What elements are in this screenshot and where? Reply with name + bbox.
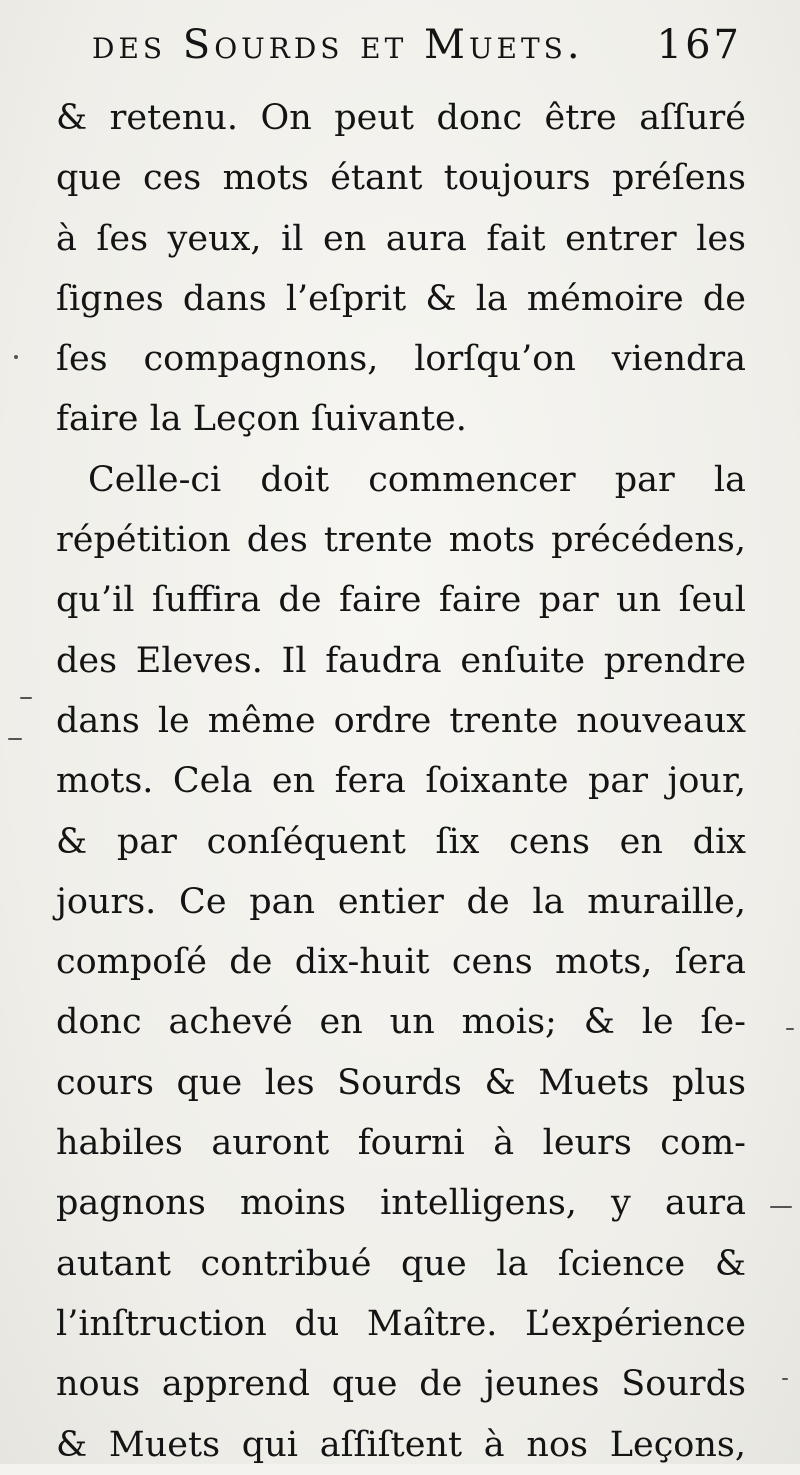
text-line: nous apprend que de jeunes Sourds xyxy=(56,1364,746,1405)
text-line: habiles auront fourni à leurs com- xyxy=(56,1123,746,1164)
text-line: mots. Cela en fera ſoixante par jour, xyxy=(56,761,746,802)
text-line: faire la Leçon ſuivante. xyxy=(56,399,467,440)
text-line: répétition des trente mots précédens, xyxy=(56,520,746,561)
text-line: jours. Ce pan entier de la muraille, xyxy=(56,881,746,922)
text-line: Celle-ci doit commencer par la xyxy=(88,459,746,500)
text-line: donc achevé en un mois; & le ſe- xyxy=(56,1002,746,1043)
text-line: l’inſtruction du Maître. L’expérience xyxy=(56,1303,746,1344)
text-line: dans le même ordre trente nouveaux xyxy=(56,700,746,741)
text-line: & par conſéquent ſix cens en dix xyxy=(56,821,746,862)
text-line: des Eleves. Il faudra enſuite prendre xyxy=(56,640,746,681)
text-line: que ces mots étant toujours préſens xyxy=(56,158,746,199)
text-line: & Muets qui aſſiſtent à nos Leçons, xyxy=(56,1424,746,1465)
text-line: & retenu. On peut donc être aſſuré xyxy=(56,98,746,138)
text-line: cours que les Sourds & Muets plus xyxy=(56,1062,746,1103)
text-line: à ſes yeux, il en aura fait entrer les xyxy=(56,218,746,259)
text-line: pagnons moins intelligens, y aura xyxy=(56,1183,746,1224)
page-number: 167 xyxy=(656,22,742,68)
ink-speck xyxy=(20,697,32,699)
page-header xyxy=(92,22,742,82)
ink-speck xyxy=(782,1378,788,1380)
ink-speck xyxy=(770,1206,792,1208)
ink-speck xyxy=(8,738,22,740)
ink-speck xyxy=(786,1028,794,1030)
text-line: qu’il ſuffira de faire faire par un ſeul xyxy=(56,580,746,621)
text-line: ſes compagnons, lorſqu’on viendra xyxy=(56,339,746,380)
text-line: autant contribué que la ſcience & xyxy=(56,1243,746,1284)
body-text xyxy=(56,88,746,1475)
ink-speck xyxy=(14,355,18,359)
running-title: des Sourds et Muets. xyxy=(92,22,584,68)
text-line: compoſé de dix-huit cens mots, ſera xyxy=(56,942,746,983)
text-line: ſignes dans l’eſprit & la mémoire de xyxy=(56,278,746,319)
